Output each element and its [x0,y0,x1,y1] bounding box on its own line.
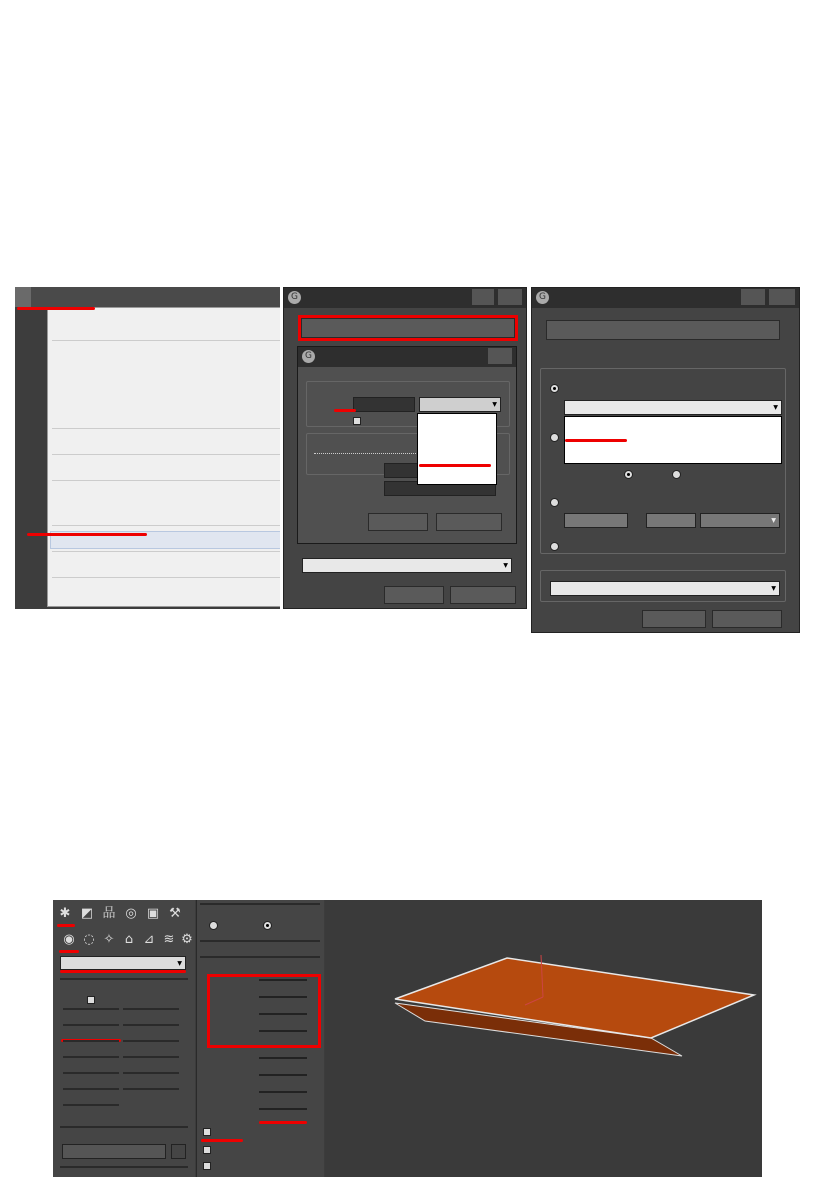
close-button[interactable] [769,289,795,305]
help-button[interactable] [741,289,765,305]
hedra-button[interactable] [63,1008,119,1010]
keyboard-entry-rollout[interactable] [200,940,320,942]
cancel-button[interactable] [436,513,502,531]
creation-method-rollout[interactable] [200,903,320,905]
menu-customize[interactable] [15,287,31,307]
geometry-icon[interactable]: ◉ [63,932,75,947]
chamferbox-button[interactable] [63,1024,119,1026]
metric-radio[interactable] [550,384,559,393]
lighting-select[interactable] [302,558,512,573]
gen-map-checkbox[interactable] [203,1146,211,1154]
close-button[interactable] [498,289,522,305]
red-underline [201,1139,243,1142]
sys-dialog-titlebar [298,347,516,367]
height-segs-spinner[interactable] [259,1091,307,1093]
red-underline [59,950,79,953]
lighting-select[interactable] [550,581,780,596]
chamferbox-screenshot [53,900,762,1177]
menu-separator [52,525,280,526]
system-unit-paragraph [0,258,816,284]
app-logo-icon: G [536,291,549,304]
display-scale-paragraph [0,210,816,236]
gengon-button[interactable] [63,1072,119,1074]
system-unit-setup-button[interactable] [546,320,780,340]
generic-radio[interactable] [550,542,559,551]
respect-checkbox[interactable] [353,417,361,425]
red-highlight-box [207,974,321,1048]
modify-tab-icon[interactable]: ◩ [80,906,94,921]
chevron-down-icon: ▾ [177,958,182,969]
red-underline [60,970,186,973]
menu-help[interactable] [47,287,63,307]
unit-options-list [417,413,497,485]
custom-value-field[interactable] [646,513,696,528]
lights-icon[interactable]: ✧ [103,932,115,947]
red-underline [565,439,627,442]
red-underline [334,409,356,412]
units-paragraph [0,106,816,132]
capsule-button[interactable] [123,1040,179,1042]
red-underline [419,464,491,467]
autogrid-checkbox[interactable] [87,996,95,1004]
ok-button[interactable] [384,586,444,604]
red-underline [27,533,147,536]
object-name-field[interactable] [62,1144,166,1159]
c-ext-button[interactable] [123,1072,179,1074]
spindle-button[interactable] [63,1056,119,1058]
units-setup-titlebar [532,288,799,308]
command-panel [53,900,195,1177]
display-tab-icon[interactable]: ▣ [146,906,160,921]
systems-icon[interactable]: ⚙ [181,932,193,947]
units-setup-screenshot [283,287,527,609]
customize-dropdown [47,307,280,607]
ok-button[interactable] [368,513,428,531]
red-underline [57,924,75,927]
chamferbox-viewport-svg [325,900,762,1177]
chevron-down-icon: ▾ [773,402,778,413]
name-color-rollout[interactable] [60,1126,188,1128]
helpers-icon[interactable]: ⊿ [143,932,155,947]
hose-button[interactable] [123,1088,179,1090]
menu-separator [52,454,280,455]
l-ext-button[interactable] [123,1056,179,1058]
display-unit-scale-screenshot [531,287,800,633]
menu-separator [52,551,280,552]
category-select[interactable] [60,956,186,970]
chamferbox-paragraph [0,697,816,723]
menu-maxscript[interactable] [31,287,47,307]
menu-separator [52,480,280,481]
oiltank-button[interactable] [63,1040,119,1042]
unit-select[interactable] [419,397,501,412]
width-segs-spinner[interactable] [259,1074,307,1076]
feet-radio[interactable] [624,470,633,479]
red-highlight-box [298,315,518,341]
box-radio[interactable] [263,921,272,930]
perspective-viewport[interactable] [325,900,762,1177]
parameters-panel [196,900,324,1177]
metric-select[interactable] [564,400,782,415]
utilities-tab-icon[interactable]: ⚒ [169,906,181,921]
chevron-down-icon: ▾ [503,560,508,571]
inches-radio[interactable] [672,470,681,479]
cancel-button[interactable] [450,586,516,604]
menu-separator [52,428,280,429]
app-logo-icon: G [288,291,301,304]
fillet-segs-spinner[interactable] [259,1108,307,1110]
cube-radio[interactable] [209,921,218,930]
custom-unit-select[interactable] [700,513,780,528]
ok-button[interactable] [642,610,706,628]
customize-menu-screenshot [15,287,280,609]
cancel-button[interactable] [712,610,782,628]
help-button[interactable] [472,289,494,305]
object-type-rollout[interactable] [60,978,188,980]
custom-name-field[interactable] [564,513,628,528]
menu-vue[interactable] [63,287,79,307]
real-world-checkbox[interactable] [203,1162,211,1170]
unit-value-field[interactable] [353,397,415,412]
chamfercyl-button[interactable] [123,1024,179,1026]
creation-method-rollout[interactable] [60,1166,188,1168]
hierarchy-tab-icon[interactable]: 品 [102,906,116,921]
menu-separator [52,340,280,341]
cameras-icon[interactable]: ⌂ [124,932,134,947]
close-button[interactable] [488,348,512,364]
spacewarps-icon[interactable]: ≋ [163,932,175,947]
smooth-checkbox[interactable] [203,1128,211,1136]
intro-paragraph [0,2,816,28]
parameters-rollout[interactable] [200,956,320,958]
object-color-swatch[interactable] [171,1144,186,1159]
create-tab-icon[interactable]: ✱ [59,906,71,921]
length-segs-spinner[interactable] [259,1057,307,1059]
torus-knot-button[interactable] [123,1008,179,1010]
app-logo-icon: G [302,350,315,363]
chevron-down-icon: ▾ [771,583,776,594]
ringwave-button[interactable] [63,1088,119,1090]
chamferbox-top [395,958,754,1038]
red-underline [17,307,95,310]
custom-radio[interactable] [550,498,559,507]
motion-tab-icon[interactable]: ◎ [125,906,137,921]
shapes-icon[interactable]: ◌ [83,932,95,947]
units-setup-titlebar [284,288,526,308]
red-underline [259,1121,307,1124]
menu-separator [52,577,280,578]
chevron-down-icon: ▾ [492,399,497,410]
us-standard-radio[interactable] [550,433,559,442]
menu-bar [15,287,280,307]
prism-button[interactable] [63,1104,119,1106]
chevron-down-icon: ▾ [771,515,776,526]
